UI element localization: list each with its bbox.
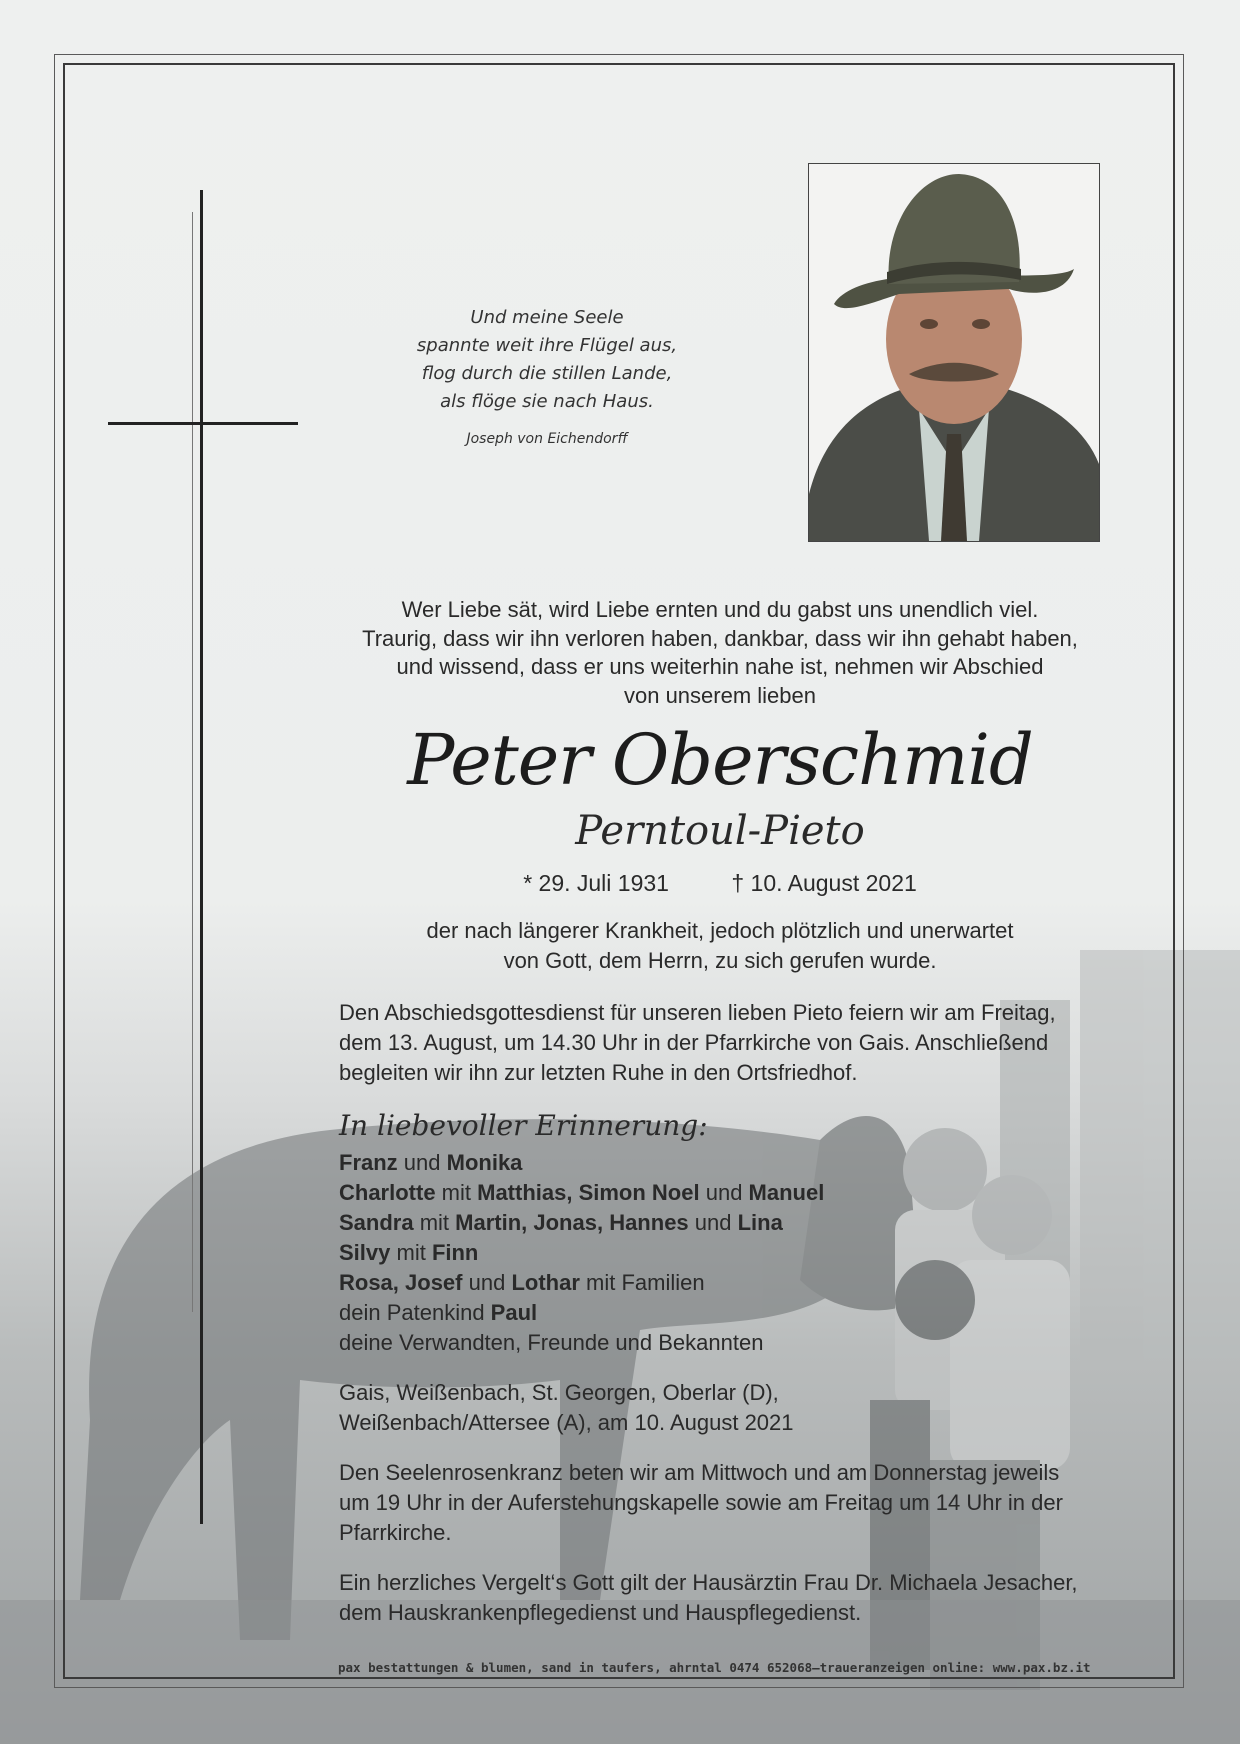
poem-line: flog durch die stillen Lande, bbox=[421, 363, 673, 384]
intro-line: und wissend, dass er uns weiterhin nahe ist, nehmen wir Abschied bbox=[396, 654, 1044, 679]
thanks-line: Ein herzliches Vergelt‘s Gott gilt der Hausärztin Frau Dr. Michaela Jesacher, bbox=[339, 1570, 1078, 1595]
rosary-line: Den Seelenrosenkranz beten wir am Mittwoch und am Donnerstag jeweils bbox=[339, 1460, 1060, 1485]
family-name: Monika bbox=[446, 1150, 523, 1175]
birth-date: * 29. Juli 1931 bbox=[523, 870, 669, 896]
poem bbox=[380, 304, 714, 448]
intro-line: von unserem lieben bbox=[623, 682, 816, 708]
places-line: Weißenbach/Attersee (A), am 10. August 2021 bbox=[339, 1410, 794, 1435]
family-conjunction: und bbox=[688, 1210, 738, 1235]
family-row bbox=[339, 1268, 1109, 1298]
family-row bbox=[339, 1178, 1109, 1208]
deceased-nickname: Perntoul-Pieto bbox=[575, 808, 865, 854]
footer-imprint: pax bestattungen & blumen, sand in taufers, ahrntal 0474 652068–traueranzeigen online: www.pax.bz.it bbox=[338, 1660, 1091, 1675]
service-line: begleiten wir ihn zur letzten Ruhe in den Ortsfriedhof. bbox=[339, 1060, 858, 1085]
family-conjunction: mit bbox=[390, 1240, 432, 1265]
service-info bbox=[339, 998, 1109, 1088]
death-note bbox=[330, 916, 1110, 976]
rosary-line: Pfarrkirche. bbox=[339, 1520, 452, 1545]
family-name: Paul bbox=[490, 1300, 538, 1325]
deceased-name: Peter Oberschmid bbox=[407, 719, 1033, 801]
family-conjunction: und bbox=[462, 1270, 512, 1295]
family-name: Charlotte bbox=[339, 1180, 436, 1205]
family-conjunction: und bbox=[397, 1150, 447, 1175]
family-name: Lina bbox=[737, 1210, 783, 1235]
death-note-line: der nach längerer Krankheit, jedoch plötzlich und unerwartet bbox=[426, 918, 1014, 943]
death-note-line: von Gott, dem Herrn, zu sich gerufen wurde. bbox=[503, 948, 937, 973]
main-content bbox=[330, 596, 1110, 1628]
family-name: Martin, Jonas, Hannes bbox=[455, 1210, 689, 1235]
family-conjunction: mit bbox=[413, 1210, 456, 1235]
family-conjunction: dein Patenkind bbox=[339, 1300, 491, 1325]
rosary-line: um 19 Uhr in der Auferstehungskapelle sowie am Freitag um 14 Uhr in der bbox=[339, 1490, 1063, 1515]
family-row bbox=[339, 1238, 1109, 1268]
cross-icon bbox=[104, 190, 298, 1530]
service-line: dem 13. August, um 14.30 Uhr in der Pfarrkirche von Gais. Anschließend bbox=[339, 1030, 1049, 1055]
poem-line: spannte weit ihre Flügel aus, bbox=[416, 335, 678, 356]
family-name: Matthias, Simon Noel bbox=[477, 1180, 700, 1205]
intro-text bbox=[330, 596, 1110, 710]
family-name: Sandra bbox=[339, 1210, 414, 1235]
portrait-photo bbox=[808, 163, 1100, 542]
thanks-line: dem Hauskrankenpflegedienst und Hauspflegedienst. bbox=[339, 1600, 862, 1625]
portrait-illustration bbox=[809, 164, 1099, 541]
family-conjunction: und bbox=[699, 1180, 749, 1205]
family-name: Silvy bbox=[339, 1240, 391, 1265]
poem-line: Und meine Seele bbox=[470, 307, 624, 328]
places-and-date bbox=[339, 1378, 1109, 1438]
service-line: Den Abschiedsgottesdienst für unseren lieben Pieto feiern wir am Freitag, bbox=[339, 1000, 1056, 1025]
family-name: Manuel bbox=[748, 1180, 825, 1205]
family-row bbox=[339, 1298, 1109, 1328]
family-row: deine Verwandten, Freunde und Bekannten bbox=[339, 1330, 764, 1355]
rosary-info bbox=[339, 1458, 1109, 1548]
cross-horizontal-bar bbox=[108, 422, 298, 425]
poem-author: Joseph von Eichendorff bbox=[466, 431, 628, 447]
family-name: Finn bbox=[431, 1240, 479, 1265]
cross-vertical-shadow bbox=[192, 212, 193, 1312]
family-row bbox=[339, 1148, 1109, 1178]
family-name: Lothar bbox=[511, 1270, 580, 1295]
intro-line: Traurig, dass wir ihn verloren haben, dankbar, dass wir ihn gehabt haben, bbox=[362, 625, 1078, 651]
places-line: Gais, Weißenbach, St. Georgen, Oberlar (D), bbox=[339, 1380, 779, 1405]
family-row bbox=[339, 1208, 1109, 1238]
poem-line: als flöge sie nach Haus. bbox=[440, 391, 654, 412]
family-name: Franz bbox=[339, 1150, 398, 1175]
family-list bbox=[339, 1148, 1109, 1358]
memory-heading: In liebevoller Erinnerung: bbox=[339, 1109, 708, 1142]
cross-vertical-bar bbox=[200, 190, 203, 1524]
intro-line: Wer Liebe sät, wird Liebe ernten und du gabst uns unendlich viel. bbox=[401, 597, 1039, 622]
death-date: † 10. August 2021 bbox=[731, 870, 917, 896]
family-conjunction: mit Familien bbox=[579, 1270, 705, 1295]
family-name: Rosa, Josef bbox=[339, 1270, 463, 1295]
life-dates bbox=[330, 868, 1110, 898]
family-conjunction: mit bbox=[435, 1180, 478, 1205]
thanks-note bbox=[339, 1568, 1109, 1628]
